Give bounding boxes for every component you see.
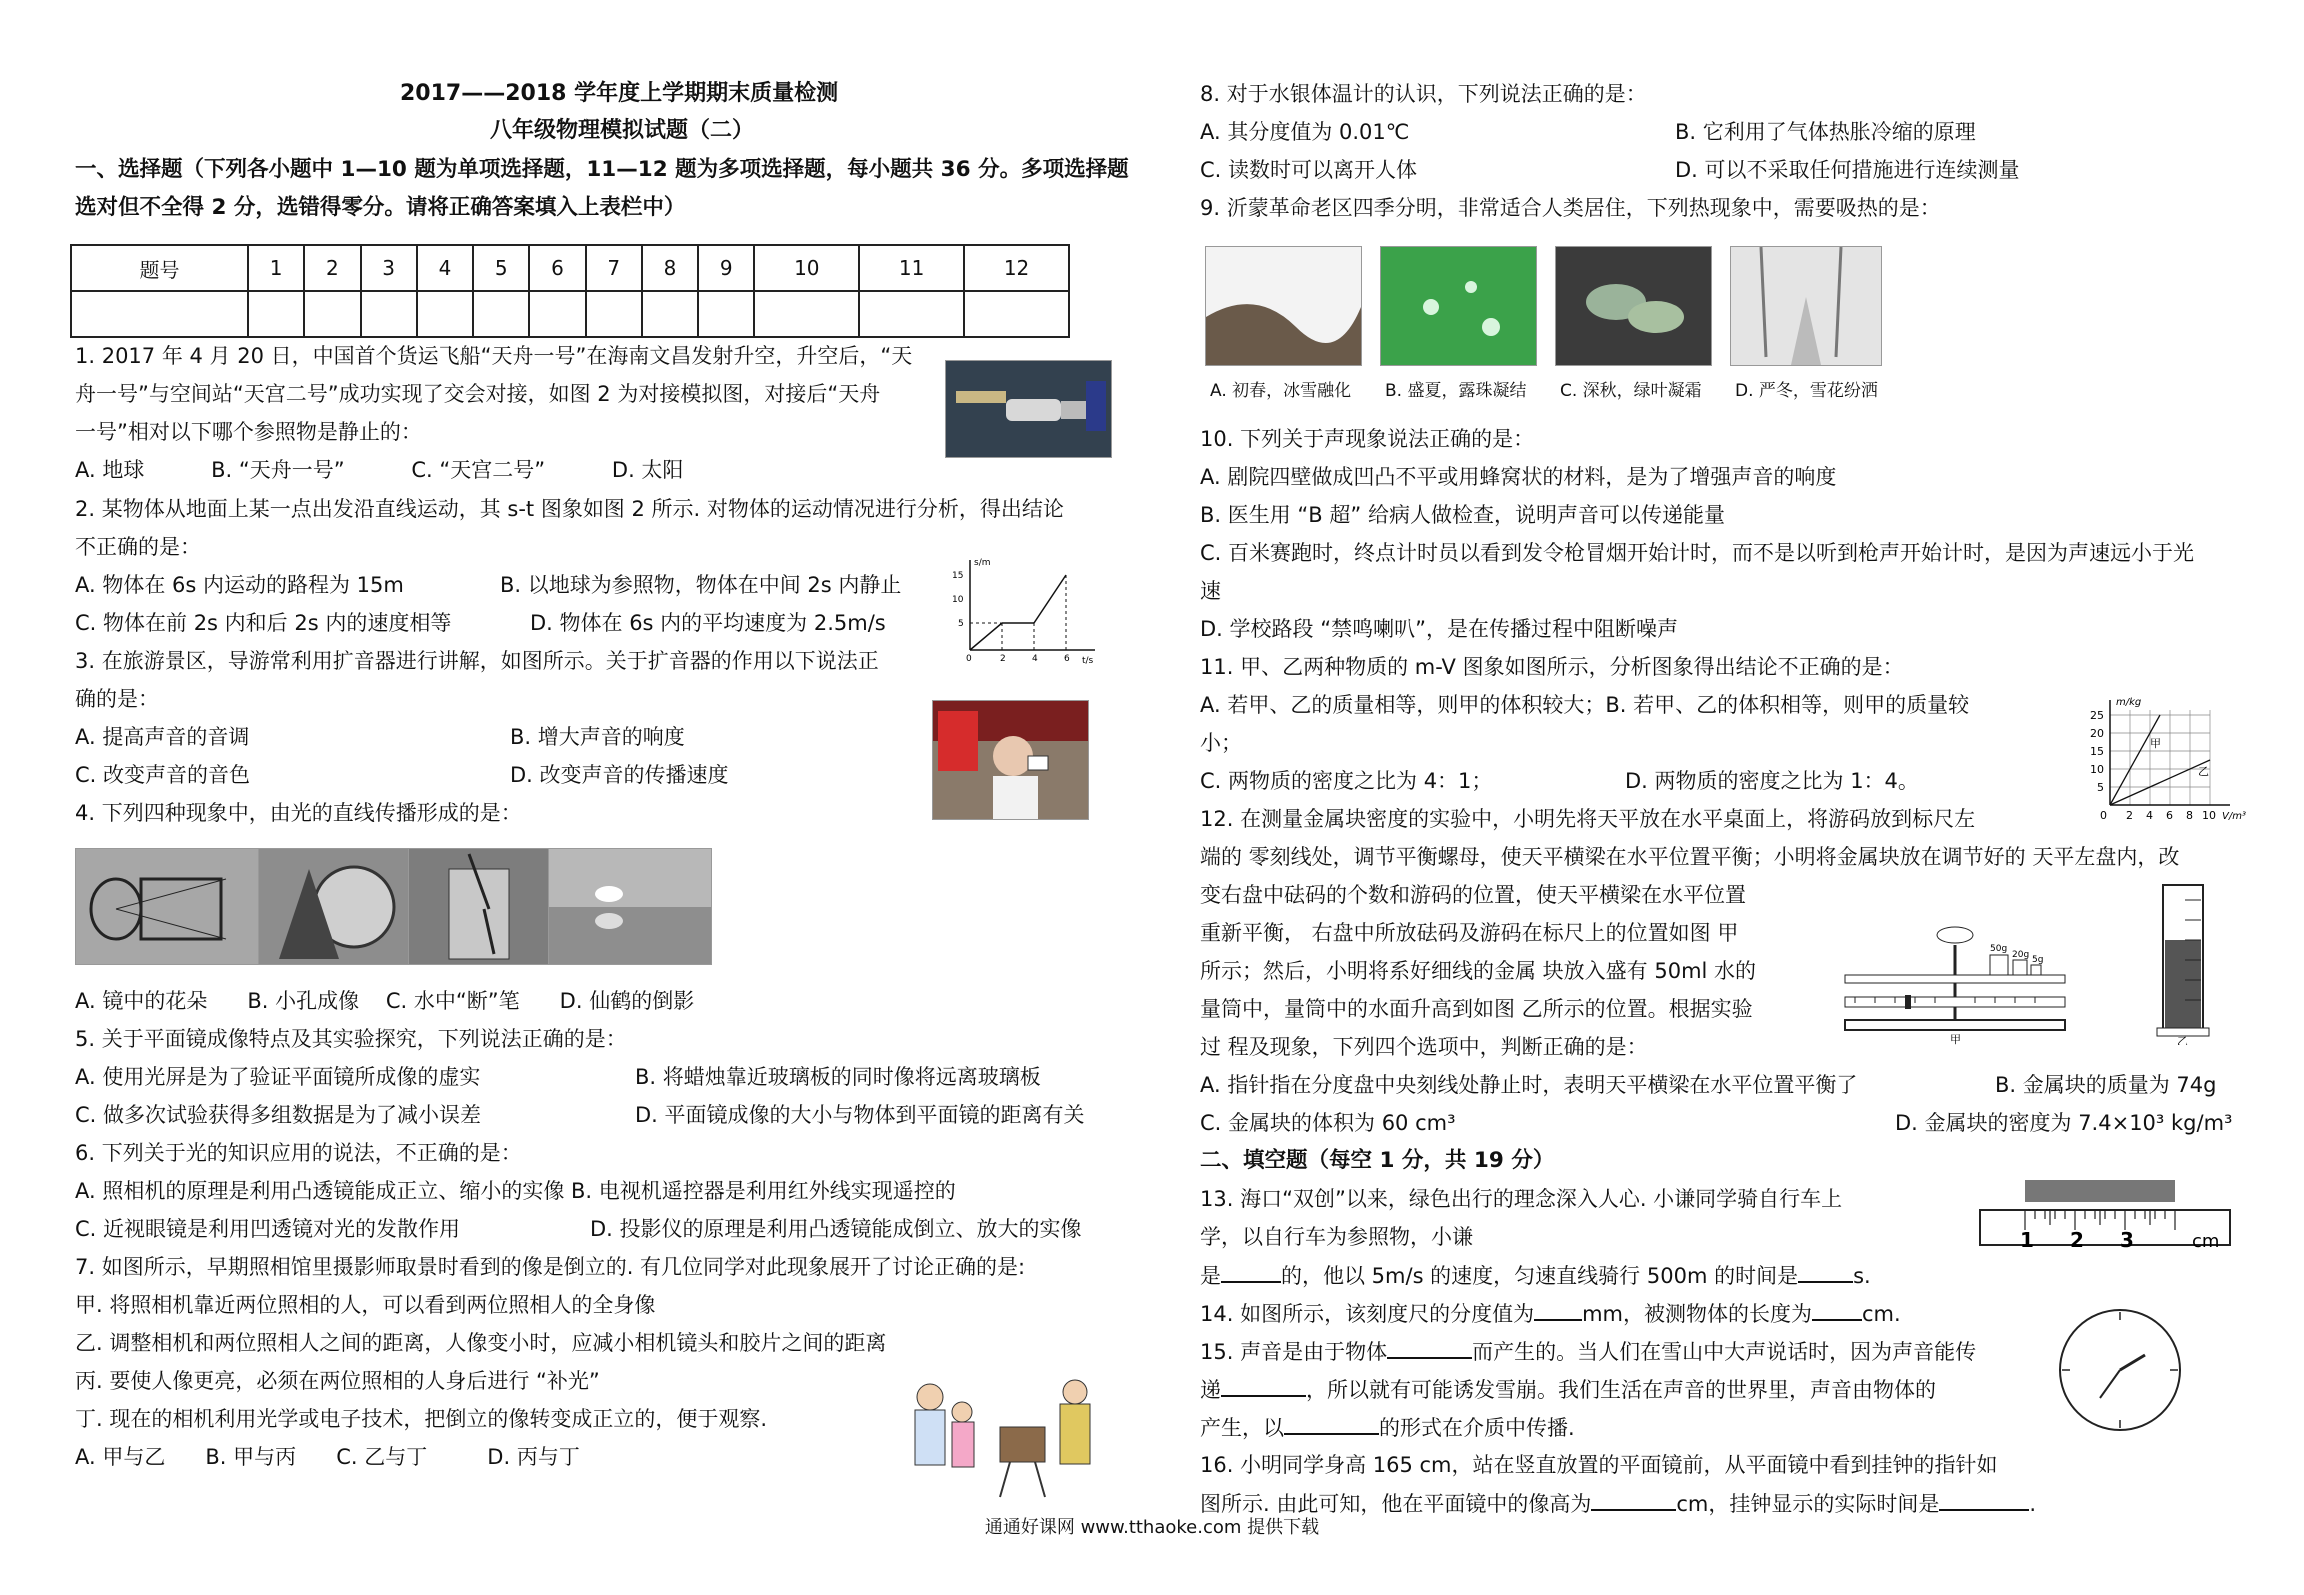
q12-option-b: B. 金属块的质量为 74g (1995, 1073, 2217, 1097)
ruler-figure (1970, 1175, 2240, 1255)
dew-drops-image (1380, 246, 1537, 366)
frost-leaves-image (1555, 246, 1712, 366)
q13-text-b: 的，他以 5m/s 的速度，匀速直线骑行 500m 的时间是 (1281, 1264, 1799, 1288)
q15-text-e: 产生，以 (1200, 1416, 1284, 1440)
q11-line3: 小； (1200, 731, 1242, 755)
q9-caption-c: C. 深秋，绿叶凝霜 (1560, 381, 1702, 401)
answer-cell[interactable] (698, 291, 754, 337)
q8-option-c: C. 读数时可以离开人体 (1200, 158, 1418, 182)
q8-option-a: A. 其分度值为 0.01℃ (1200, 120, 1410, 144)
q15-line1 (1200, 1337, 1976, 1366)
q7-line3: 乙. 调整相机和两位照相人之间的距离，人像变小时，应减小相机镜头和胶片之间的距离 (75, 1331, 887, 1355)
balance-figure (1835, 915, 2075, 1045)
q15-blank-2[interactable] (1221, 1375, 1306, 1397)
ruler-tick: 1 (2020, 1228, 2034, 1252)
q8-option-d: D. 可以不采取任何措施进行连续测量 (1675, 158, 2020, 182)
st-ytick: 10 (952, 595, 964, 605)
q15-text-c: 递 (1200, 1378, 1221, 1402)
q12-line4: 重新平衡， 右盘中所放砝码及游码在标尺上的位置如图 甲 (1200, 921, 1739, 945)
mv-xtick: 2 (2126, 809, 2133, 822)
figure-label-jia: 甲 (1950, 1033, 1961, 1045)
melting-ice-image (1205, 246, 1362, 366)
q14-text-a: 14. 如图所示，该刻度尺的分度值为 (1200, 1302, 1535, 1326)
q10-line1: 10. 下列关于声现象说法正确的是： (1200, 427, 1535, 451)
q13-blank-2[interactable] (1798, 1261, 1853, 1283)
table-cell: 8 (642, 245, 698, 291)
exam-subtitle: 八年级物理模拟试题（二） (490, 118, 755, 143)
q12-line6: 量筒中，量筒中的水面升高到如图 乙所示的位置。根据实验 (1200, 997, 1753, 1021)
q12-line3: 变右盘中砝码的个数和游码的位置，使天平横梁在水平位置 (1200, 883, 1746, 907)
q9-caption-d: D. 严冬，雪花纷洒 (1735, 381, 1878, 401)
q12-line5: 所示；然后，小明将系好细线的金属 块放入盛有 50ml 水的 (1200, 959, 1757, 983)
q13-line3 (1200, 1261, 1871, 1290)
q6-line1: 6. 下列关于光的知识应用的说法，不正确的是： (75, 1141, 522, 1165)
q14-line (1200, 1299, 1901, 1328)
answer-cell[interactable] (586, 291, 642, 337)
mv-ytick: 10 (2090, 763, 2104, 776)
answer-cell[interactable] (248, 291, 304, 337)
mv-xtick: 8 (2186, 809, 2193, 822)
q13-line2: 学，以自行车为参照物，小谦 (1200, 1225, 1473, 1249)
q12-option-d: D. 金属块的密度为 7.4×10³ kg/m³ (1895, 1111, 2233, 1135)
spacecraft-docking-image (945, 360, 1112, 458)
q4-options: A. 镜中的花朵 B. 小孔成像 C. 水中“断”笔 D. 仙鹤的倒影 (75, 989, 695, 1013)
q16-blank-1[interactable] (1591, 1489, 1676, 1511)
q15-text-b: 而产生的。当人们在雪山中大声说话时，因为声音能传 (1472, 1340, 1977, 1364)
q7-line5: 丁. 现在的相机利用光学或电子技术，把倒立的像转变成正立的，便于观察. (75, 1407, 768, 1431)
q14-blank-1[interactable] (1534, 1299, 1582, 1321)
section2-heading: 二、填空题（每空 1 分，共 19 分） (1200, 1148, 1555, 1173)
answer-cell[interactable] (304, 291, 360, 337)
q3-line2: 确的是： (75, 687, 159, 711)
answer-cell[interactable] (754, 291, 859, 337)
q14-text-b: mm，被测物体的长度为 (1582, 1302, 1812, 1326)
table-cell: 6 (529, 245, 585, 291)
mv-ylabel: m/kg (2116, 697, 2142, 708)
q1-options: A. 地球 B. “天舟一号” C. “天宫二号” D. 太阳 (75, 458, 684, 482)
wall-clock-figure (2055, 1300, 2185, 1440)
weight-label: 5g (2032, 955, 2044, 965)
st-ylabel: s/m (974, 558, 991, 568)
st-xtick: 2 (1000, 654, 1006, 664)
st-xtick: 6 (1064, 654, 1070, 664)
table-cell: 7 (586, 245, 642, 291)
q15-line3 (1200, 1413, 1575, 1442)
mv-ytick: 20 (2090, 727, 2104, 740)
q16-line1: 16. 小明同学身高 165 cm，站在竖直放置的平面镜前，从平面镜中看到挂钟的指针如 (1200, 1453, 1998, 1477)
series-yi-line (2110, 760, 2210, 805)
mv-xlabel: V/m³ (2222, 811, 2246, 822)
answer-table-answer-row (71, 291, 1069, 337)
weight-label: 20g (2012, 950, 2030, 960)
answer-cell[interactable] (473, 291, 529, 337)
q10-option-c: C. 百米赛跑时，终点计时员以看到发令枪冒烟开始计时，而不是以听到枪声开始计时，是因为声速远小于光 (1200, 541, 2195, 565)
table-cell: 9 (698, 245, 754, 291)
ruler-tick: 3 (2120, 1228, 2134, 1252)
q12-line1: 12. 在测量金属块密度的实验中，小明先将天平放在水平桌面上，将游码放到标尺左 (1200, 807, 1976, 831)
q4-line1: 4. 下列四种现象中，由光的直线传播形成的是： (75, 801, 522, 825)
q2-option-d: D. 物体在 6s 内的平均速度为 2.5m/s (530, 611, 886, 635)
q9-line1: 9. 沂蒙革命老区四季分明，非常适合人类居住，下列热现象中，需要吸热的是： (1200, 196, 1941, 220)
answer-cell[interactable] (71, 291, 248, 337)
q11-option-c: C. 两物质的密度之比为 4：1； (1200, 769, 1493, 793)
q6-option-ab: A. 照相机的原理是利用凸透镜能成正立、缩小的实像 B. 电视机遥控器是利用红外线实现遥控的 (75, 1179, 956, 1203)
q15-line2 (1200, 1375, 1936, 1404)
answer-cell[interactable] (361, 291, 417, 337)
graduated-cylinder-figure (2155, 880, 2225, 1045)
q11-line1: 11. 甲、乙两种物质的 m-V 图象如图所示，分析图象得出结论不正确的是： (1200, 655, 1904, 679)
answer-cell[interactable] (859, 291, 964, 337)
broken-pen-image (408, 848, 550, 965)
st-ytick: 15 (952, 571, 964, 581)
q3-option-d: D. 改变声音的传播速度 (510, 763, 729, 787)
q7-line2: 甲. 将照相机靠近两位照相的人，可以看到两位照相人的全身像 (75, 1293, 656, 1317)
q3-option-b: B. 增大声音的响度 (510, 725, 685, 749)
q2-option-a: A. 物体在 6s 内运动的路程为 15m (75, 573, 404, 597)
tour-guide-megaphone-image (932, 700, 1089, 820)
table-cell: 4 (417, 245, 473, 291)
q6-option-c: C. 近视眼镜是利用凹透镜对光的发散作用 (75, 1217, 461, 1241)
q12-line2: 端的 零刻线处，调节平衡螺母，使天平横梁在水平位置平衡；小明将金属块放在调节好的 天平左盘内，改 (1200, 845, 2180, 869)
q10-option-d: D. 学校路段 “禁鸣喇叭”，是在传播过程中阻断噪声 (1200, 617, 1678, 641)
mv-xtick: 6 (2166, 809, 2173, 822)
mv-ytick: 25 (2090, 709, 2104, 722)
photographer-cartoon-image (900, 1372, 1105, 1502)
q15-text-a: 15. 声音是由于物体 (1200, 1340, 1388, 1364)
q2-option-b: B. 以地球为参照物，物体在中间 2s 内静止 (500, 573, 902, 597)
series-yi-label: 乙 (2198, 765, 2209, 778)
mv-ytick: 5 (2097, 781, 2104, 794)
mv-ytick: 15 (2090, 745, 2104, 758)
answer-cell[interactable] (529, 291, 585, 337)
series-jia-label: 甲 (2150, 737, 2161, 750)
q1-line3: 一号”相对以下哪个参照物是静止的： (75, 420, 422, 444)
q2-option-c: C. 物体在前 2s 内和后 2s 内的速度相等 (75, 611, 452, 635)
q8-option-b: B. 它利用了气体热胀冷缩的原理 (1675, 120, 1976, 144)
st-xtick: 0 (966, 654, 972, 664)
q3-option-a: A. 提高声音的音调 (75, 725, 250, 749)
pinhole-image (258, 848, 410, 965)
snowfall-image (1730, 246, 1882, 366)
q15-text-f: 的形式在介质中传播. (1379, 1416, 1575, 1440)
answer-cell[interactable] (417, 291, 473, 337)
q12-option-c: C. 金属块的体积为 60 cm³ (1200, 1111, 1456, 1135)
footer-source[interactable]: 通通好课网 www.tthaoke.com 提供下载 (984, 1517, 1320, 1538)
q10-option-c-cont: 速 (1200, 579, 1221, 603)
mv-xtick: 4 (2146, 809, 2153, 822)
q6-option-d: D. 投影仪的原理是利用凸透镜能成倒立、放大的实像 (590, 1217, 1082, 1241)
table-cell: 5 (473, 245, 529, 291)
q15-text-d: ，所以就有可能诱发雪崩。我们生活在声音的世界里，声音由物体的 (1306, 1378, 1936, 1402)
q5-option-c: C. 做多次试验获得多组数据是为了减小误差 (75, 1103, 482, 1127)
q16-text-b: cm，挂钟显示的实际时间是 (1676, 1492, 1940, 1516)
q12-line7: 过 程及现象，下列四个选项中，判断正确的是： (1200, 1035, 1648, 1059)
table-cell: 10 (754, 245, 859, 291)
q5-line1: 5. 关于平面镜成像特点及其实验探究，下列说法正确的是： (75, 1027, 627, 1051)
q5-option-a: A. 使用光屏是为了验证平面镜所成像的虚实 (75, 1065, 481, 1089)
table-cell: 2 (304, 245, 360, 291)
q14-blank-2[interactable] (1812, 1299, 1862, 1321)
table-cell: 11 (859, 245, 964, 291)
q16-text-c: . (2029, 1492, 2037, 1516)
mv-graph (2080, 695, 2250, 825)
answer-cell[interactable] (964, 291, 1069, 337)
q13-text-a: 是 (1200, 1264, 1221, 1288)
q7-line4: 丙. 要使人像更亮，必须在两位照相的人身后进行 “补光” (75, 1369, 600, 1393)
q9-caption-b: B. 盛夏，露珠凝结 (1385, 381, 1527, 401)
series-jia-line (2110, 715, 2160, 805)
q3-line1: 3. 在旅游景区，导游常利用扩音器进行讲解，如图所示。关于扩音器的作用以下说法正 (75, 649, 879, 673)
q15-blank-3[interactable] (1284, 1413, 1379, 1435)
figure-label-yi: 乙 (2177, 1035, 2188, 1045)
q7-options: A. 甲与乙 B. 甲与丙 C. 乙与丁 D. 丙与丁 (75, 1445, 580, 1469)
weight-label: 50g (1990, 944, 2008, 954)
table-cell: 1 (248, 245, 304, 291)
answer-cell[interactable] (642, 291, 698, 337)
q13-line1: 13. 海口“双创”以来，绿色出行的理念深入人心. 小谦同学骑自行车上 (1200, 1187, 1843, 1211)
ruler-unit: cm (2192, 1231, 2220, 1252)
st-xtick: 4 (1032, 654, 1038, 664)
q1-line2: 舟一号”与空间站“天宫二号”成功实现了交会对接，如图 2 为对接模拟图，对接后“天舟 (75, 382, 881, 406)
q10-option-a: A. 剧院四壁做成凹凸不平或用蜂窝状的材料，是为了增强声音的响度 (1200, 465, 1837, 489)
q2-line2: 不正确的是： (75, 535, 201, 559)
exam-title: 2017——2018 学年度上学期期末质量检测 (400, 81, 839, 106)
q5-option-b: B. 将蜡烛靠近玻璃板的同时像将远离玻璃板 (635, 1065, 1041, 1089)
section1-heading: 一、选择题（下列各小题中 1—10 题为单项选择题，11—12 题为多项选择题，每小题共 36 分。多项选择题 (75, 157, 1129, 182)
q1-line1: 1. 2017 年 4 月 20 日，中国首个货运飞船“天舟一号”在海南文昌发射升空，升空后，“天 (75, 344, 913, 368)
answer-table (70, 244, 1070, 338)
mv-xtick: 10 (2202, 809, 2216, 822)
q11-option-d: D. 两物质的密度之比为 1：4。 (1625, 769, 1919, 793)
q3-option-c: C. 改变声音的音色 (75, 763, 251, 787)
table-cell: 3 (361, 245, 417, 291)
section1-heading-cont: 选对但不全得 2 分，选错得零分。请将正确答案填入上表栏中） (75, 195, 686, 220)
q10-option-b: B. 医生用 “B 超” 给病人做检查，说明声音可以传递能量 (1200, 503, 1725, 527)
q8-line1: 8. 对于水银体温计的认识，下列说法正确的是： (1200, 82, 1647, 106)
st-graph (950, 555, 1100, 665)
answer-table-header-row (71, 245, 1069, 291)
st-xlabel: t/s (1082, 656, 1094, 665)
ruler-tick: 2 (2070, 1228, 2084, 1252)
q16-text-a: 图所示. 由此可知，他在平面镜中的像高为 (1200, 1492, 1592, 1516)
q7-line1: 7. 如图所示，早期照相馆里摄影师取景时看到的像是倒立的. 有几位同学对此现象展开了讨论正确的是: (75, 1255, 1026, 1279)
mirror-flower-image (75, 848, 260, 965)
q11-line2: A. 若甲、乙的质量相等，则甲的体积较大；B. 若甲、乙的体积相等，则甲的质量较 (1200, 693, 1970, 717)
mv-xtick: 0 (2100, 809, 2107, 822)
q9-caption-a: A. 初春，冰雪融化 (1210, 381, 1352, 401)
q13-blank-1[interactable] (1221, 1261, 1281, 1283)
q2-line1: 2. 某物体从地面上某一点出发沿直线运动，其 s-t 图象如图 2 所示. 对物体的运动情况进行分析，得出结论 (75, 497, 1064, 521)
q5-option-d: D. 平面镜成像的大小与物体到平面镜的距离有关 (635, 1103, 1085, 1127)
q13-text-c: s. (1853, 1264, 1871, 1288)
table-cell: 题号 (71, 245, 248, 291)
q16-blank-2[interactable] (1939, 1489, 2029, 1511)
q15-blank-1[interactable] (1387, 1337, 1472, 1359)
st-ytick: 5 (958, 619, 964, 629)
q12-option-a: A. 指针指在分度盘中央刻线处静止时，表明天平横梁在水平位置平衡了 (1200, 1073, 1858, 1097)
q14-text-c: cm. (1862, 1302, 1901, 1326)
table-cell: 12 (964, 245, 1069, 291)
crane-reflection-image (548, 848, 712, 965)
